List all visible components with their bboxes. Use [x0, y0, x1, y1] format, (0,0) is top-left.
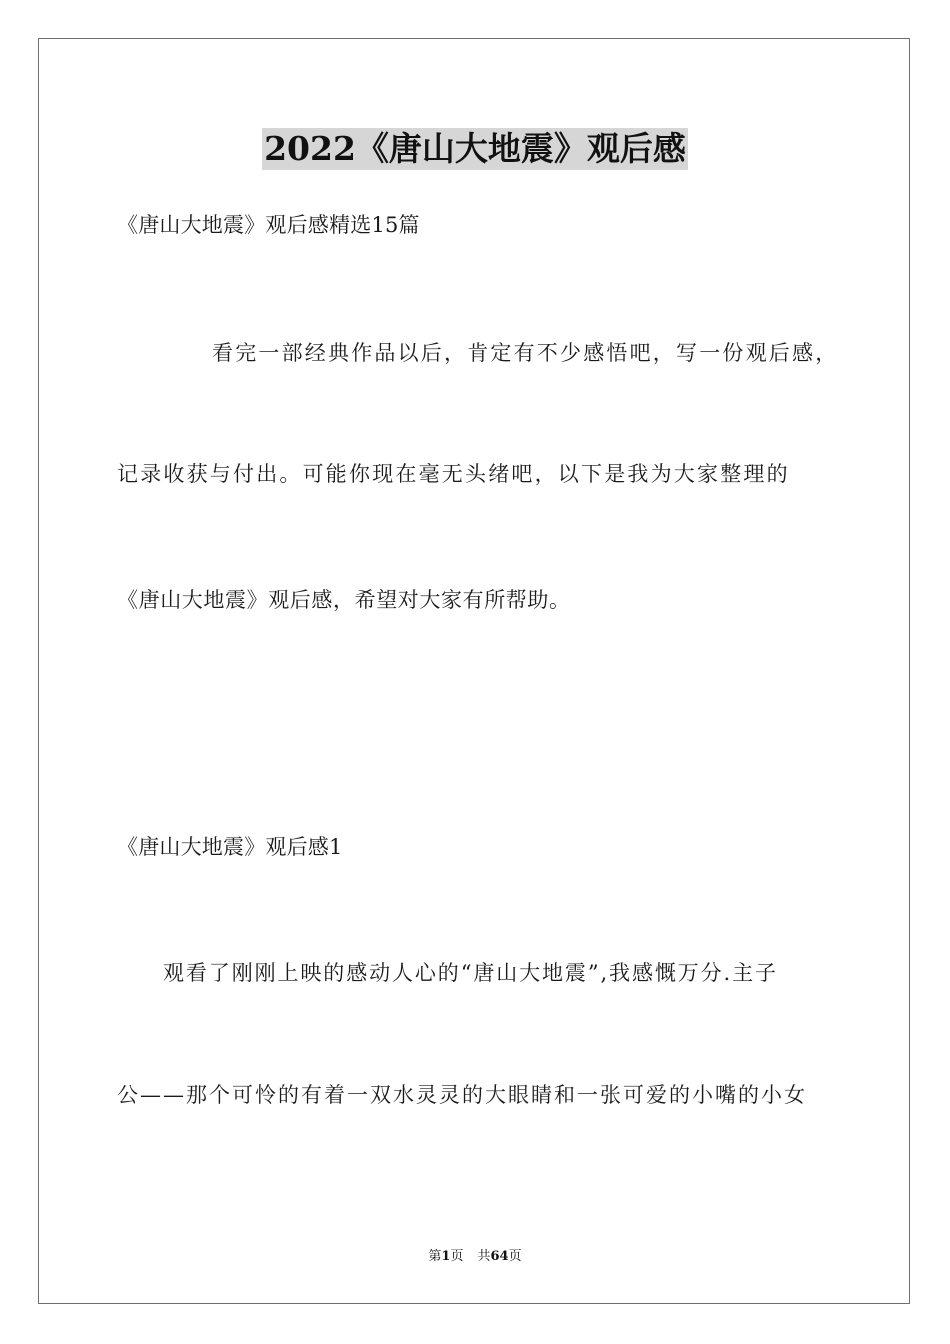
footer-total-prefix: 共: [477, 1249, 491, 1264]
section-heading: 《唐山大地震》观后感1: [117, 835, 343, 859]
section-line-1: 观看了刚刚上映的感动人心的“唐山大地震”,我感慨万分.主子: [163, 961, 778, 985]
title-container: [0, 128, 950, 170]
document-title: 2022《唐山大地震》观后感: [264, 129, 686, 168]
intro-line-2: 记录收获与付出。可能你现在毫无头绪吧，以下是我为大家整理的: [117, 462, 790, 486]
document-subtitle: 《唐山大地震》观后感精选15篇: [117, 213, 420, 237]
section-line-2: 公——那个可怜的有着一双水灵灵的大眼睛和一张可爱的小嘴的小女: [117, 1083, 807, 1107]
footer-total-suffix: 页: [508, 1249, 522, 1264]
footer-page-suffix: 页: [450, 1249, 464, 1264]
page-footer: [0, 1248, 950, 1266]
footer-total-pages: 64: [490, 1249, 509, 1264]
intro-line-3: 《唐山大地震》观后感，希望对大家有所帮助。: [117, 588, 571, 612]
intro-line-1: 看完一部经典作品以后，肯定有不少感悟吧，写一份观后感，: [212, 341, 839, 365]
footer-page-prefix: 第: [428, 1249, 442, 1264]
footer-page-number: 1: [441, 1249, 451, 1264]
